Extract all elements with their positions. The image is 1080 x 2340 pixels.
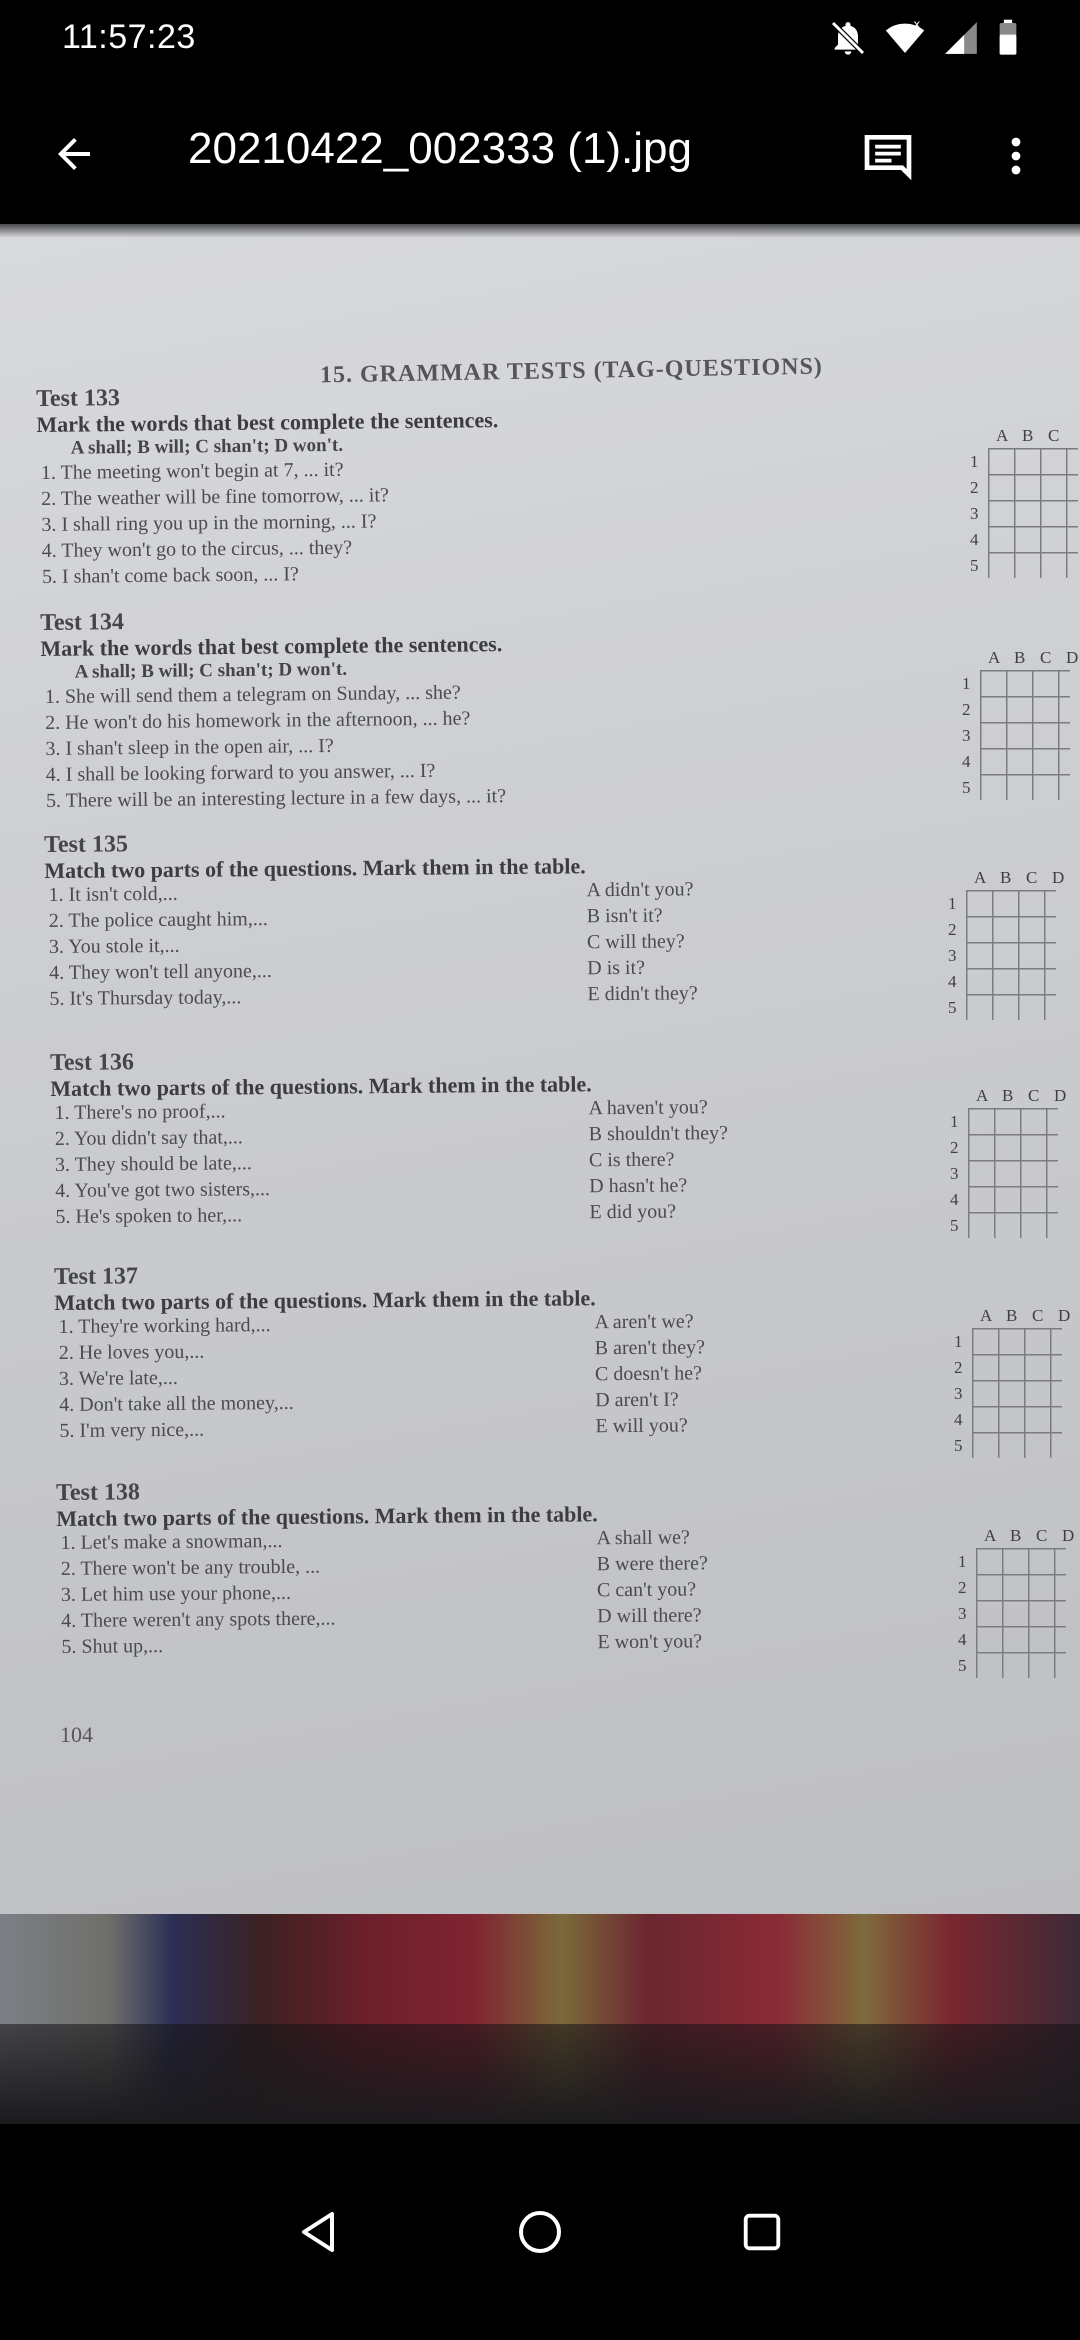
grid-row-number: 1 <box>954 1332 963 1351</box>
status-bar <box>0 0 1080 80</box>
grid-cells <box>976 1548 1066 1678</box>
grid-row-number: 3 <box>958 1604 967 1623</box>
test-item: 5. I'm very nice,... <box>59 1418 205 1442</box>
nav-home-icon <box>516 2208 564 2256</box>
test-item: 1. The meeting won't begin at 7, ... it? <box>40 458 344 484</box>
test-item: 1. There's no proof,... <box>54 1100 226 1124</box>
page-number: 104 <box>60 1722 93 1747</box>
grid-row-number: 4 <box>970 530 979 549</box>
grid-row-number: 4 <box>958 1630 967 1649</box>
grid-header: A <box>996 426 1009 445</box>
test-item: 3. I shall ring you up in the morning, ... I? <box>41 510 377 536</box>
answer-option: B isn't it? <box>586 904 663 928</box>
grid-row-number: 5 <box>962 778 971 797</box>
test-item: 2. The weather will be fine tomorrow, ... it? <box>41 484 389 510</box>
test-item: 1. She will send them a telegram on Sunday, ... she? <box>44 681 461 708</box>
nav-home-button[interactable] <box>504 2196 576 2268</box>
nav-back-button[interactable] <box>284 2196 356 2268</box>
test-instruction: Mark the words that best complete the sentences. <box>40 631 503 661</box>
test-title: Test 135 <box>44 831 129 858</box>
test-title: Test 136 <box>50 1049 135 1076</box>
grid-header: B <box>1002 1086 1014 1105</box>
test-instruction: Match two parts of the questions. Mark them in the table. <box>44 853 586 883</box>
grid-row-number: 2 <box>962 700 971 719</box>
file-title: 20210422_002333 (1).jpg <box>188 124 693 173</box>
grid-row-number: 1 <box>962 674 971 693</box>
nav-recents-icon <box>739 2209 785 2255</box>
grid-header: B <box>1010 1526 1022 1545</box>
grid-row-number: 5 <box>948 998 957 1017</box>
photo-viewer[interactable] <box>0 224 1080 2124</box>
test-item: 2. He loves you,... <box>58 1340 205 1364</box>
grid-row-number: 5 <box>954 1436 963 1455</box>
document-page <box>0 224 1080 1924</box>
more-options-button[interactable] <box>980 120 1052 192</box>
test-item: 2. The police caught him,... <box>48 908 268 932</box>
grid-header: A <box>974 868 987 887</box>
back-button[interactable] <box>38 118 110 190</box>
answer-option: A haven't you? <box>588 1096 708 1120</box>
test-item: 3. You stole it,... <box>48 934 180 958</box>
test-title: Test 138 <box>56 1479 141 1506</box>
page-edge-shadow <box>0 224 1080 238</box>
comment-button[interactable] <box>852 120 924 192</box>
test-instruction: Match two parts of the questions. Mark them in the table. <box>56 1501 598 1531</box>
grid-row-number: 5 <box>958 1656 967 1675</box>
grid-header: D <box>1066 648 1079 667</box>
answer-option: C can't you? <box>596 1578 697 1602</box>
answer-option: A aren't we? <box>594 1310 694 1334</box>
status-time: 11:57:23 <box>62 18 196 56</box>
grid-cells <box>972 1328 1062 1458</box>
wifi-icon <box>884 18 926 58</box>
notifications-off-icon <box>828 18 868 58</box>
battery-icon <box>996 18 1020 58</box>
more-vert-icon <box>992 132 1040 180</box>
grid-row-number: 3 <box>970 504 979 523</box>
grid-header: B <box>1006 1306 1018 1325</box>
test-item: 3. We're late,... <box>58 1366 178 1390</box>
grid-row-number: 3 <box>948 946 957 965</box>
grid-header: C <box>1028 1086 1040 1105</box>
grid-header: C <box>1036 1526 1048 1545</box>
grid-row-number: 1 <box>950 1112 959 1131</box>
test-item: 2. He won't do his homework in the afternoon, ... he? <box>45 707 471 734</box>
grid-header: A <box>984 1526 997 1545</box>
answer-option: C will they? <box>586 930 685 954</box>
test-title: Test 134 <box>40 609 125 636</box>
grid-header: A <box>980 1306 993 1325</box>
navigation-bar <box>0 2124 1080 2340</box>
answer-option: E did you? <box>589 1200 677 1224</box>
grid-row-number: 3 <box>962 726 971 745</box>
test-item: 4. There weren't any spots there,... <box>61 1607 336 1632</box>
test-item: 3. They should be late,... <box>54 1152 252 1176</box>
grid-header: D <box>1058 1306 1071 1325</box>
grid-cells <box>988 448 1078 578</box>
test-item: 3. Let him use your phone,... <box>60 1581 292 1606</box>
grid-row-number: 4 <box>962 752 971 771</box>
answer-option: D is it? <box>587 956 646 980</box>
grid-row-number: 2 <box>948 920 957 939</box>
test-item: 4. Don't take all the money,... <box>59 1391 294 1416</box>
test-title: Test 137 <box>54 1263 139 1290</box>
grid-cells <box>980 670 1070 800</box>
answer-option: B were there? <box>596 1552 708 1576</box>
grid-header: D <box>1054 1086 1067 1105</box>
answer-option: E will you? <box>595 1414 688 1438</box>
grid-header: B <box>1022 426 1034 445</box>
grid-header: B <box>1000 868 1012 887</box>
arrow-back-icon <box>50 130 98 178</box>
test-item: 5. It's Thursday today,... <box>49 986 242 1010</box>
answer-option: A didn't you? <box>586 878 694 902</box>
test-item: 4. I shall be looking forward to you answer, ... I? <box>45 759 436 786</box>
answer-option: B shouldn't they? <box>588 1122 729 1146</box>
grid-row-number: 1 <box>958 1552 967 1571</box>
grid-row-number: 1 <box>948 894 957 913</box>
status-icons <box>828 16 1020 60</box>
grid-header: C <box>1026 868 1038 887</box>
answer-option: D will there? <box>597 1604 702 1628</box>
answer-option: B aren't they? <box>594 1336 706 1360</box>
test-item: 5. I shan't come back soon, ... I? <box>41 563 299 588</box>
test-sub-instruction: A shall; B will; C shan't; D won't. <box>70 434 344 459</box>
background-shadow <box>0 2024 1080 2124</box>
test-instruction: Mark the words that best complete the sentences. <box>36 407 499 437</box>
test-item: 3. I shan't sleep in the open air, ... I? <box>45 734 334 760</box>
grid-row-number: 5 <box>970 556 979 575</box>
grid-header: C <box>1040 648 1052 667</box>
grid-header: B <box>1014 648 1026 667</box>
grid-cells <box>968 1108 1058 1238</box>
grid-row-number: 1 <box>970 452 979 471</box>
answer-option: A shall we? <box>596 1526 690 1550</box>
test-title: Test 133 <box>36 385 121 412</box>
test-item: 2. There won't be any trouble, ... <box>60 1555 321 1580</box>
test-item: 4. They won't go to the circus, ... they? <box>41 536 353 562</box>
app-bar <box>0 80 1080 224</box>
nav-back-icon <box>296 2208 344 2256</box>
grid-header: D <box>1062 1526 1075 1545</box>
answer-option: D aren't I? <box>595 1388 679 1412</box>
grid-row-number: 2 <box>950 1138 959 1157</box>
test-item: 1. It isn't cold,... <box>48 882 178 906</box>
test-item: 1. They're working hard,... <box>58 1314 271 1338</box>
running-head: 15. GRAMMAR TESTS (TAG-QUESTIONS) <box>319 353 824 389</box>
grid-row-number: 2 <box>954 1358 963 1377</box>
svg-text:x: x <box>913 18 921 31</box>
answer-option: E won't you? <box>597 1630 703 1654</box>
test-item: 4. They won't tell anyone,... <box>49 960 272 984</box>
cell-signal-icon <box>942 18 980 58</box>
comment-icon <box>860 128 916 184</box>
grid-row-number: 3 <box>950 1164 959 1183</box>
test-item: 5. He's spoken to her,... <box>55 1204 243 1228</box>
test-item: 5. Shut up,... <box>61 1635 164 1658</box>
grid-row-number: 4 <box>948 972 957 991</box>
nav-recents-button[interactable] <box>726 2196 798 2268</box>
grid-row-number: 3 <box>954 1384 963 1403</box>
answer-option: C is there? <box>588 1148 675 1172</box>
test-item: 2. You didn't say that,... <box>54 1126 243 1150</box>
grid-row-number: 5 <box>950 1216 959 1235</box>
grid-row-number: 2 <box>958 1578 967 1597</box>
test-item: 5. There will be an interesting lecture in a few days, ... it? <box>45 785 507 812</box>
grid-cells <box>966 890 1056 1020</box>
grid-header: A <box>988 648 1001 667</box>
grid-header: C <box>1048 426 1060 445</box>
grid-row-number: 2 <box>970 478 979 497</box>
test-instruction: Match two parts of the questions. Mark them in the table. <box>50 1071 592 1101</box>
grid-header: C <box>1032 1306 1044 1325</box>
test-sub-instruction: A shall; B will; C shan't; D won't. <box>74 658 348 683</box>
test-item: 4. You've got two sisters,... <box>55 1178 271 1202</box>
test-item: 1. Let's make a snowman,... <box>60 1530 283 1554</box>
grid-header: D <box>1052 868 1065 887</box>
answer-option: D hasn't he? <box>589 1174 688 1198</box>
grid-row-number: 4 <box>950 1190 959 1209</box>
grid-header: A <box>976 1086 989 1105</box>
answer-option: C doesn't he? <box>594 1362 702 1386</box>
answer-option: E didn't they? <box>587 982 698 1006</box>
grid-row-number: 4 <box>954 1410 963 1429</box>
test-instruction: Match two parts of the questions. Mark them in the table. <box>54 1285 596 1315</box>
